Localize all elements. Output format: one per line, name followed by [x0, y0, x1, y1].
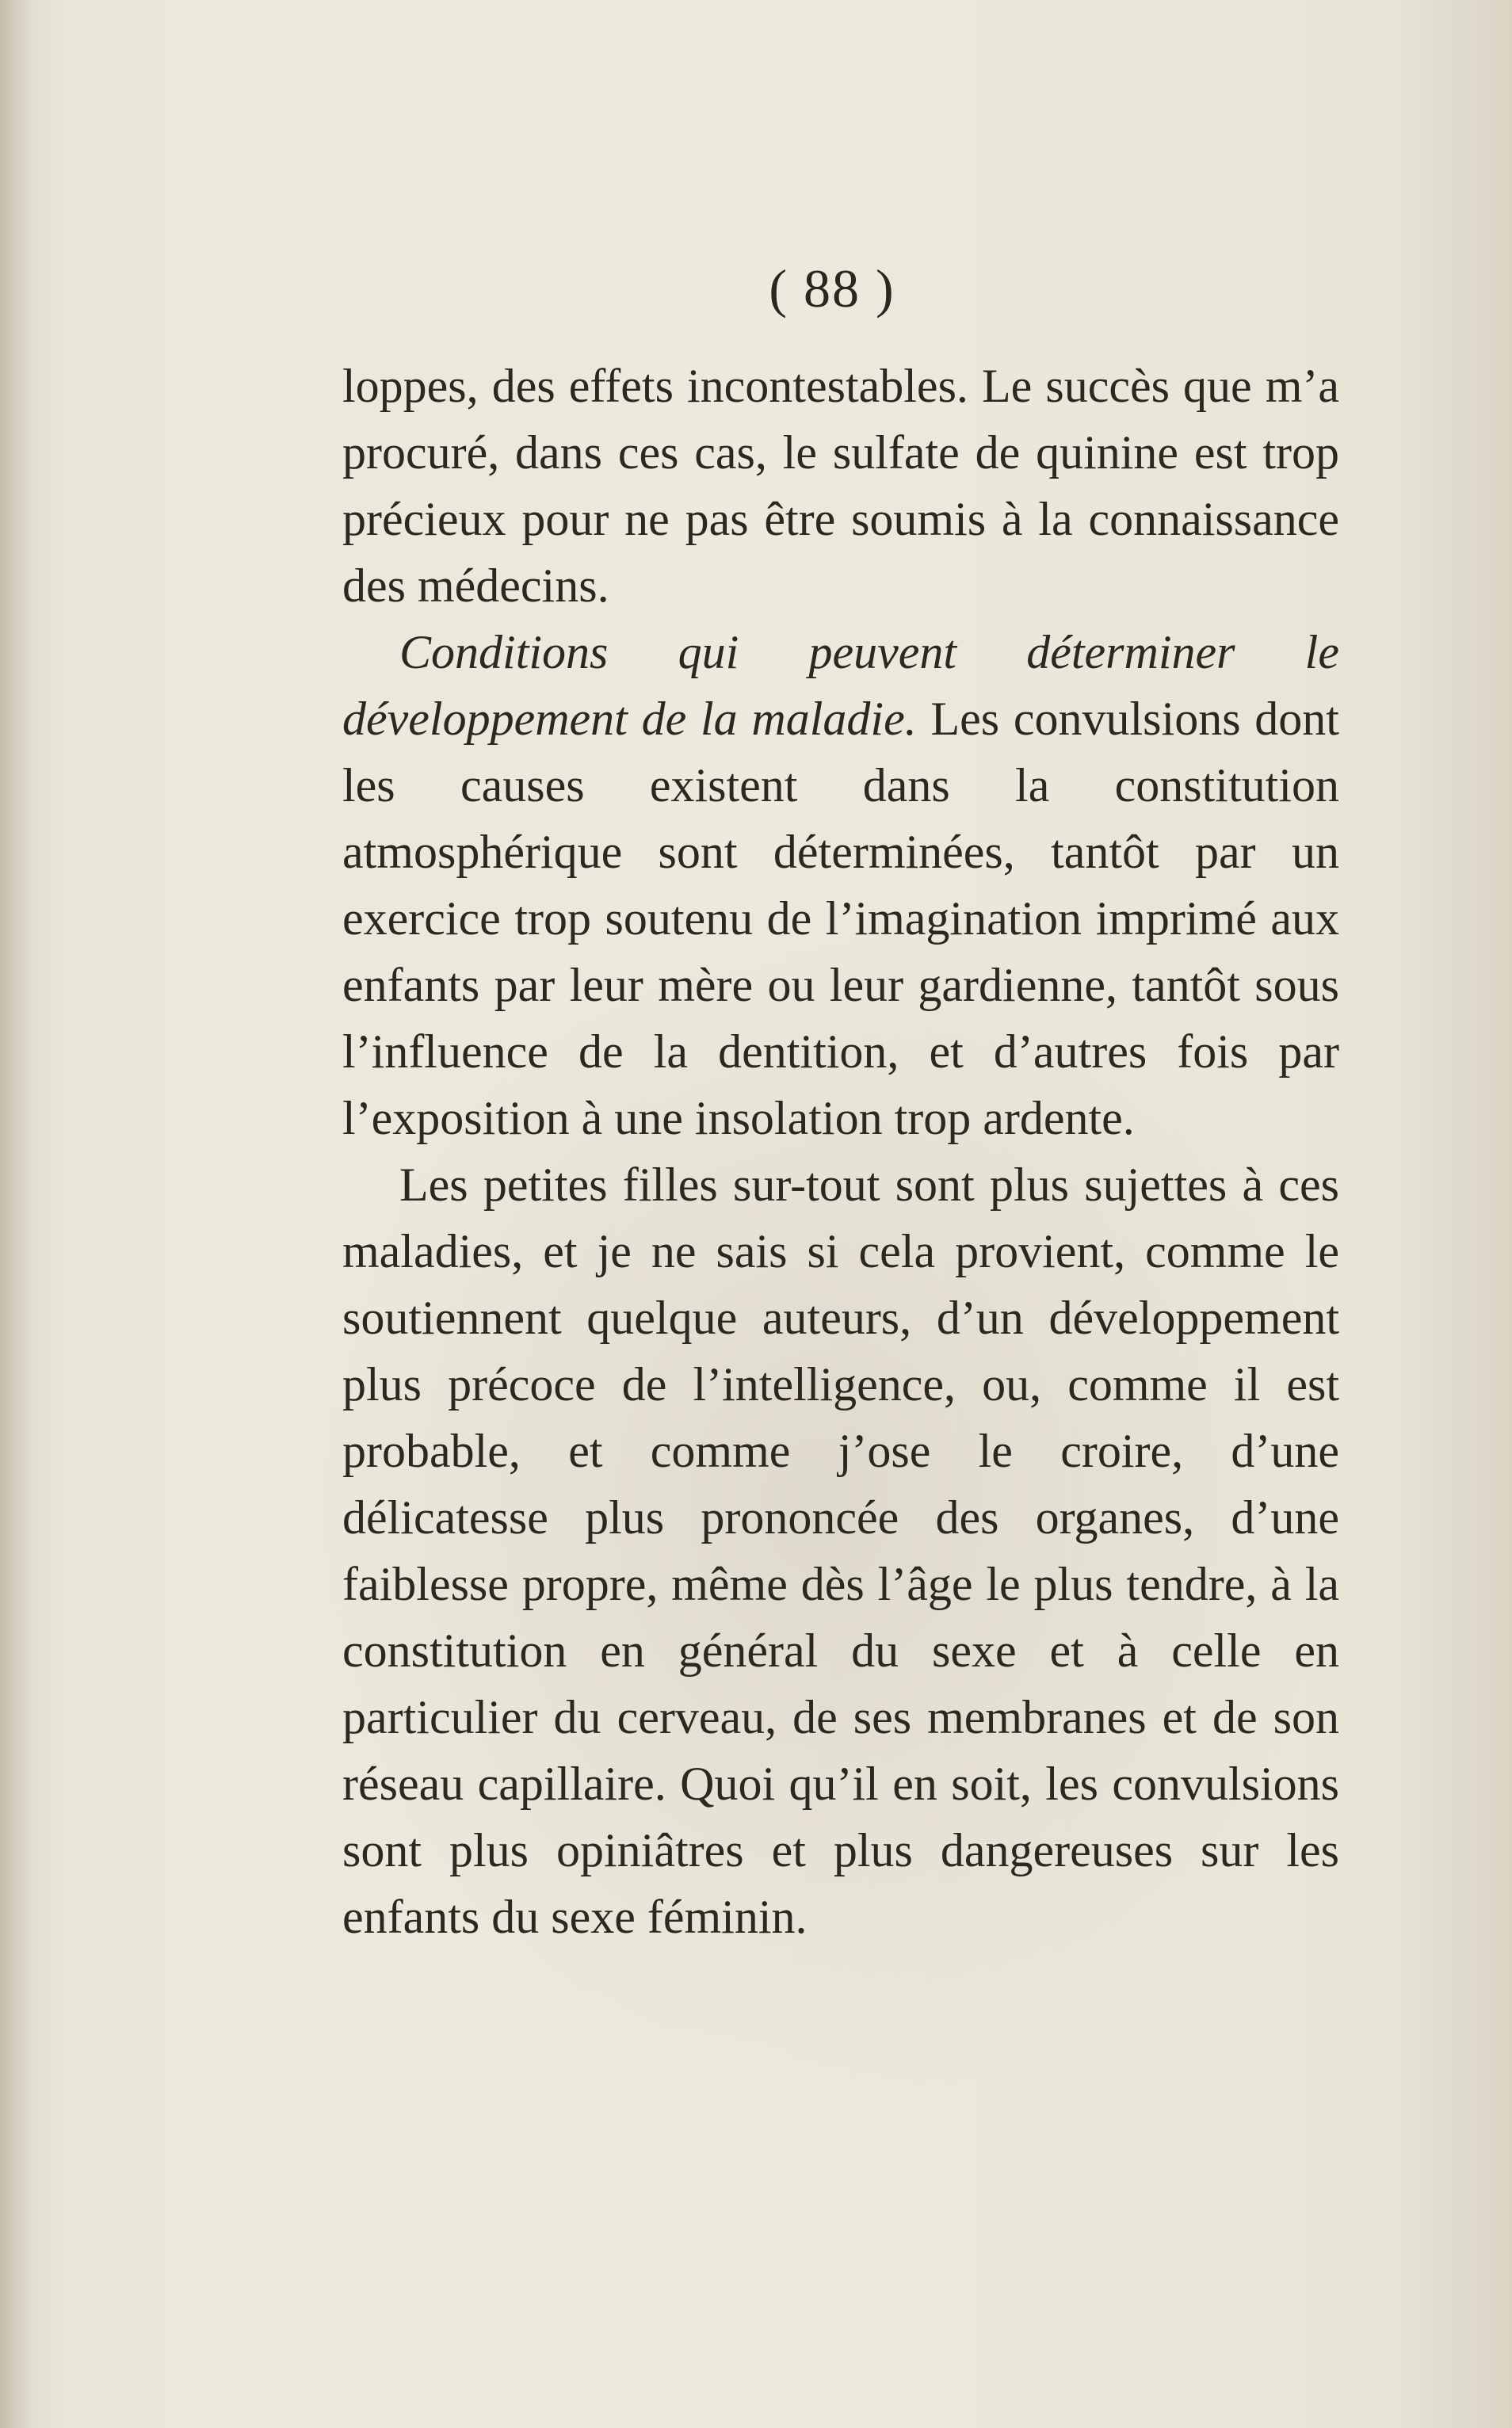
page-number: ( 88 ) — [769, 258, 895, 319]
paragraph-2 — [342, 619, 1339, 1151]
body-text — [342, 353, 1339, 1950]
paragraph-2-text: Les convulsions dont les causes existent dans la constitution atmosphérique sont déterminées, tantôt par un exercice trop soutenu de l’imagination imprimé aux enfants par leur mère ou leur gardienne, tantôt sous l’influence de la dentition, et d’autres fois par l’exposition à une insolation trop ardente. — [342, 693, 1339, 1144]
binding-shadow — [0, 0, 32, 2428]
paragraph-3: Les petites filles sur-tout sont plus sujettes à ces maladies, et je ne sais si cela provient, comme le soutiennent quelque auteurs, d’un développement plus précoce de l’intelligence, ou, comme il est probable, et comme j’ose le croire, d’une délicatesse plus prononcée des organes, d’une faiblesse propre, même dès l’âge le plus tendre, à la constitution en général du sexe et à celle en particulier du cerveau, de ses membranes et de son réseau capillaire. Quoi qu’il en soit, les convulsions sont plus opiniâtres et plus dangereuses sur les enfants du sexe féminin. — [342, 1159, 1339, 1943]
paragraph-1: loppes, des effets incontestables. Le succès que m’a procuré, dans ces cas, le sulfate de quinine est trop précieux pour ne pas être soumis à la connaissance des médecins. — [342, 360, 1339, 612]
section-heading-italic: Conditions qui peuvent déterminer le développement de la maladie. — [342, 626, 1339, 745]
